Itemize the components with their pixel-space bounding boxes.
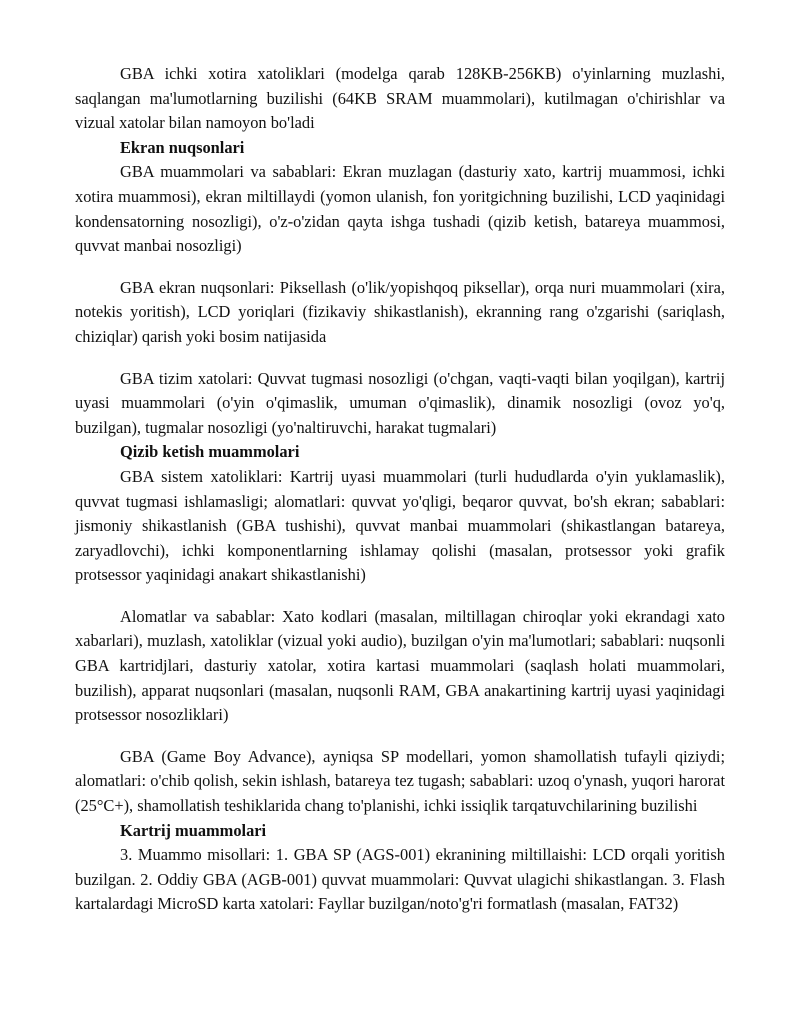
- heading-cartridge-problems: Kartrij muammolari: [120, 820, 267, 840]
- heading-screen-defects: Ekran nuqsonlari: [120, 137, 245, 157]
- paragraph-screen-defects: GBA ekran nuqsonlari: Piksellash (o'lik/yopishqoq piksellar), orqa nuri muammolari (xira, notekis yoritish), LCD yoriqlari (fizikaviy shikastlanish), ekranning rang o'zgarishi (sariqlash, chiziqlar) qarish yoki bosim natijasida: [75, 277, 725, 346]
- paragraph-system-errors: GBA tizim xatolari: Quvvat tugmasi nosozligi (o'chgan, vaqti-vaqti bilan yoqilgan), kartrij uyasi muammolari (o'yin o'qimaslik, umuman o'qimaslik), dinamik nosozligi (ovoz yo'q, buzilgan), tugmalar nosozligi (yo'naltiruvchi, harakat tugmalari): [75, 368, 725, 437]
- paragraph-internal-memory: GBA ichki xotira xatoliklari (modelga qarab 128KB-256KB) o'yinlarning muzlashi, saqlangan ma'lumotlarning buzilishi (64KB SRAM muammolari), kutilmagan o'chirishlar va vizual xatolar bilan namoyon bo'ladi: [75, 64, 725, 133]
- document-page: [75, 62, 725, 917]
- paragraph-overheating-sp: GBA (Game Boy Advance), ayniqsa SP modellari, yomon shamollatish tufayli qiziydi; alomatlari: o'chib qolish, sekin ishlash, batareya tez tugash; sabablari: uzoq o'ynash, yuqori harorat (25°C+), shamollatish teshiklarida chang to'planishi, ichki issiqlik tarqatuvchilarining buzilishi: [75, 746, 725, 816]
- paragraph-problem-examples: 3. Muammo misollari: 1. GBA SP (AGS-001) ekranining miltillaishi: LCD orqali yoritish buzilgan. 2. Oddiy GBA (AGB-001) quvvat muammolari: Quvvat ulagichi shikastlangan. 3. Flash kartalardagi MicroSD karta xatolari: Fayllar buzilgan/noto'g'ri formatlash (masalan, FAT32): [75, 845, 725, 914]
- paragraph-symptoms-causes: Alomatlar va sabablar: Xato kodlari (masalan, miltillagan chiroqlar yoki ekrandagi xato xabarlari), muzlash, xatoliklar (vizual yoki audio), buzilgan o'yin ma'lumotlari; sabablari: nuqsonli GBA kartridjlari, dasturiy xatolar, xotira kartasi muammolari (saqlash holati muammolari, buzilish), apparat nuqsonlari (masalan, nuqsonli RAM, GBA anakartining kartrij uyasi yaqinidagi protsessor nosozliklari): [75, 606, 725, 725]
- heading-overheating: Qizib ketish muammolari: [120, 442, 300, 462]
- paragraph-gba-problems-causes: GBA muammolari va sabablari: Ekran muzlagan (dasturiy xato, kartrij muammosi, ichki xotira muammosi), ekran miltillaydi (yomon ulanish, fon yoritgichning buzilishi, LCD yaqinidagi kondensatorning nosozligi), o'z-o'zidan qayta ishga tushadi (qizib ketish, batareya muammosi, quvvat manbai nosozligi): [75, 162, 725, 256]
- paragraph-system-faults: GBA sistem xatoliklari: Kartrij uyasi muammolari (turli hududlarda o'yin yuklamaslik), quvvat tugmasi ishlamasligi; alomatlari: quvvat yo'qligi, beqaror quvvat, bo'sh ekran; sabablari: jismoniy shikastlanish (GBA tushishi), quvvat manbai muammolari (shikastlangan batareya, zaryadlovchi), ichki komponentlarning ishlamay qolishi (masalan, protsessor yoki grafik protsessor yaqinidagi anakart shikastlanishi): [75, 466, 725, 585]
